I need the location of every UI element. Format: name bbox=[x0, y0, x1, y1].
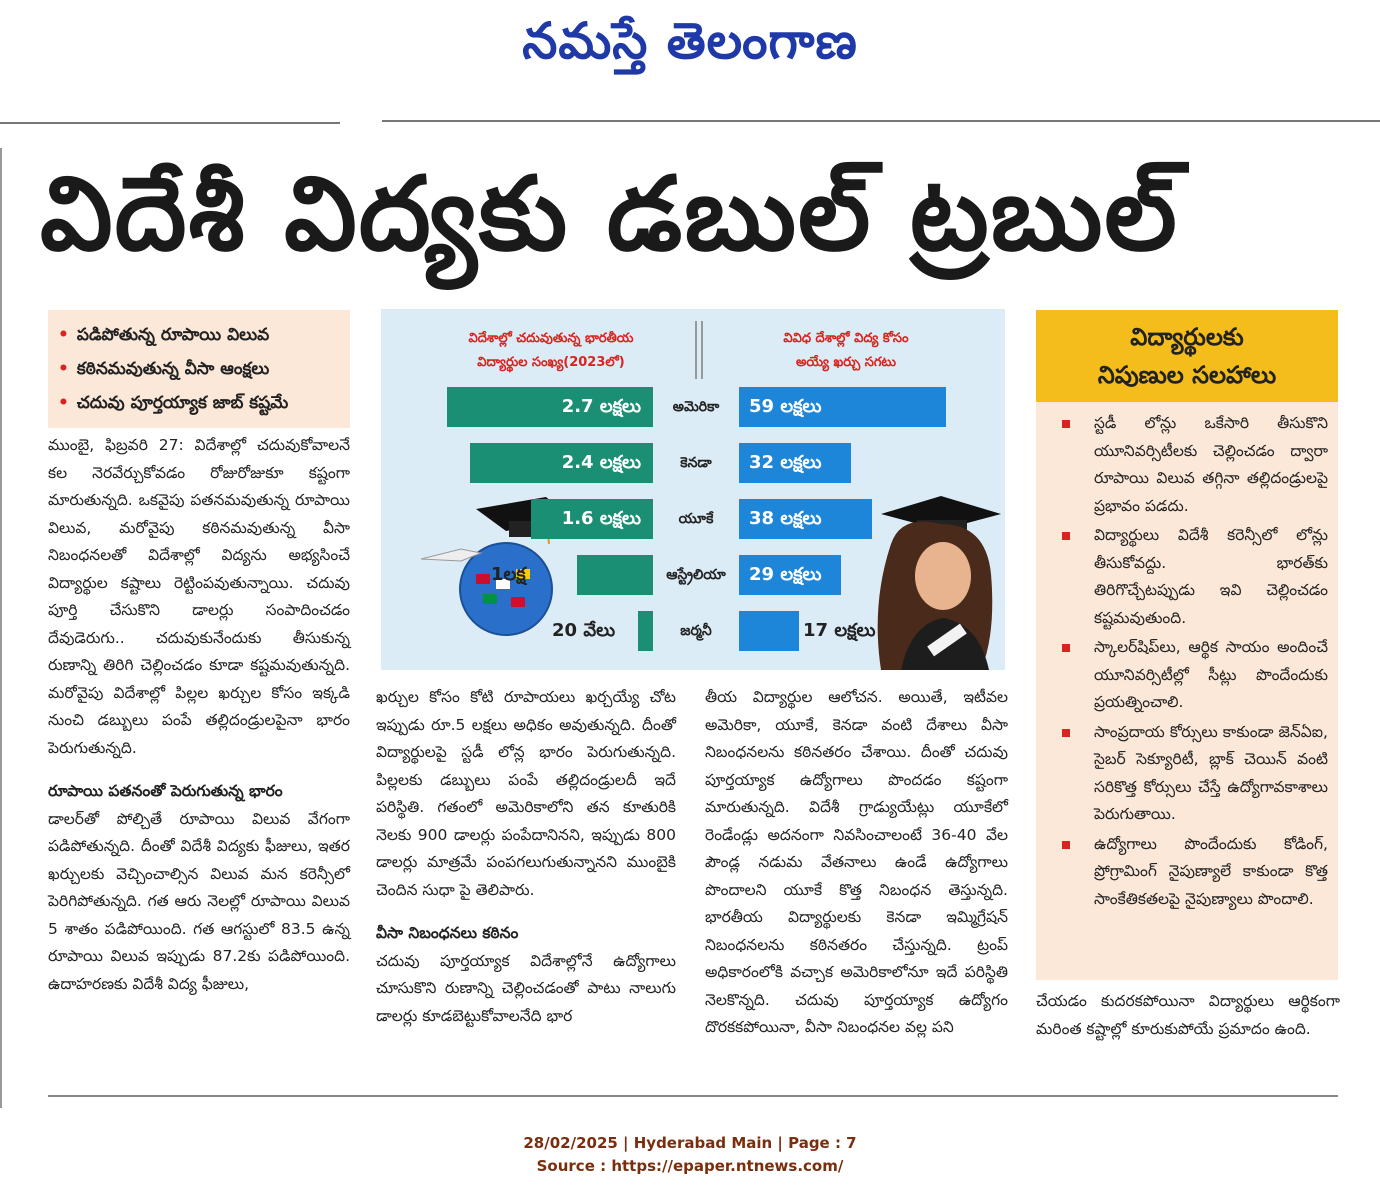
square-bullet-icon bbox=[1062, 729, 1070, 737]
article-column-4 bbox=[1036, 988, 1340, 1043]
graduate-student-photo bbox=[861, 484, 1005, 670]
article-column-1 bbox=[48, 432, 350, 998]
students-value-label: 1లక్ష bbox=[491, 564, 526, 585]
footer-rule bbox=[48, 1095, 1338, 1097]
square-bullet-icon bbox=[1062, 532, 1070, 540]
bullet-dot-icon: • bbox=[58, 359, 69, 379]
paragraph: ఖర్చుల కోసం కోటి రూపాయలు ఖర్చయ్యే చోట ఇప్పుడు రూ.5 లక్షలు అధికం అవుతున్నది. దీంతో విద్యార్థులపై స్టడీ లోన్ల భారం పెరుగుతున్నది. పిల్లలకు డబ్బులు పంపే తల్లిదండ్రులదీ ఇదే పరిస్థితి. గతంలో అమెరికాలోని తన కూతురికి నెలకు 900 డాలర్లు పంపేదానినని, ఇప్పుడు 800 డాలర్లు మాత్రమే పంపగలుగుతున్నానని ముంబైకి చెందిన సుధా పై తెలిపారు. bbox=[376, 688, 676, 899]
square-bullet-icon bbox=[1062, 644, 1070, 652]
bullet-dot-icon: • bbox=[58, 325, 69, 345]
paragraph: డాలర్‌తో పోల్చితే రూపాయి విలువ వేగంగా పడిపోతున్నది. దీంతో విదేశీ విద్యకు ఫీజులు, ఇతర ఖర్చులకు వెచ్చించాల్సిన విలువ మన కరెన్సీలో పెరిగిపోతున్నది. గత ఆరు నెలల్లో రూపాయి విలువ 5 శాతం పడిపోయింది. గత ఆగస్టులో 83.5 ఉన్న రూపాయి విలువ ఇప్పుడు 87.2కు పడిపోయింది. ఉదాహరణకు విదేశీ విద్య ఫీజులు, bbox=[48, 809, 350, 993]
bullet-item: • కఠినమవుతున్న వీసా ఆంక్షలు bbox=[58, 359, 270, 379]
masthead bbox=[0, 0, 1380, 80]
country-label: జర్మనీ bbox=[680, 623, 712, 639]
chart-header-left-line1: విదేశాల్లో చదువుతున్న భారతీయ bbox=[468, 331, 634, 346]
students-bar: 2.4 లక్షలు bbox=[470, 443, 653, 483]
paragraph: చేయడం కుదరకపోయినా విద్యార్థులు ఆర్థికంగా మరింత కష్టాల్లో కూరుకుపోయే ప్రమాదం ఉంది. bbox=[1036, 992, 1340, 1038]
paragraph: తీయ విద్యార్థుల ఆలోచన. అయితే, ఇటీవల అమెరికా, యూకే, కెనడా వంటి దేశాలు వీసా నిబంధనలను కఠినతరం చేశాయి. దీంతో చదువు పూర్తయ్యాక ఉద్యోగాలు పొందడం కష్టంగా మారుతున్నది. విదేశీ గ్రాడ్యుయేట్లు యూకేలో రెండేండ్లు అదనంగా నివసించాలంటే 36-40 వేల పౌండ్ల నడుమ వేతనాలు ఉండే ఉద్యోగాలు పొందాలని యూకే కొత్త నిబంధన తెస్తున్నది. భారతీయ విద్యార్థులకు కెనడా ఇమ్మిగ్రేషన్ నిబంధనలను కఠినతరం చేస్తున్నది. ట్రంప్ అధికారంలోకి వచ్చాక అమెరికాలోనూ ఇదే పరిస్థితి నెలకొన్నది. చదువు పూర్తయ్యాక ఉద్యోగం దొరకకపోయినా, వీసా నిబంధనల వల్ల పని bbox=[705, 688, 1008, 1036]
expert-tips-box bbox=[1036, 310, 1338, 980]
newspaper-logo: నమస్తే తెలంగాణ bbox=[522, 12, 858, 70]
tips-heading-line2: నిపుణుల సలహాలు bbox=[1097, 361, 1277, 389]
tip-item: స్టడీ లోన్లు ఒకేసారి తీసుకొని యూనివర్సిటీలకు చెల్లించడం ద్వారా రూపాయి విలువ తగ్గినా తల్లిదండ్రులపై ప్రభావం పడదు. bbox=[1050, 410, 1328, 520]
article-headline: విదేశీ విద్యకు డబుల్ ట్రబుల్ bbox=[40, 155, 1179, 274]
chart-header-left bbox=[421, 327, 681, 375]
tips-heading bbox=[1036, 310, 1338, 402]
paragraph: చదువు పూర్తయ్యాక విదేశాల్లోనే ఉద్యోగాలు చూసుకొని రుణాన్ని చెల్లించడంతో పాటు నాలుగు డాలర్లు కూడబెట్టుకోవాలనేది భార bbox=[376, 951, 676, 1025]
tip-item: ఉద్యోగాలు పొందేందుకు కోడింగ్, ప్రోగ్రామింగ్ నైపుణ్యాలే కాకుండా కొత్త సాంకేతికతలపై నైపుణ్యాలు పొందాలి. bbox=[1050, 831, 1328, 914]
square-bullet-icon bbox=[1062, 841, 1070, 849]
chart-header-right-line2: అయ్యే ఖర్చు సగటు bbox=[796, 355, 896, 370]
article-column-2 bbox=[376, 684, 676, 1030]
highlight-bullets bbox=[48, 310, 350, 428]
cost-value-label: 17 లక్షలు bbox=[803, 620, 876, 641]
bullet-item: • పడిపోతున్న రూపాయి విలువ bbox=[58, 325, 270, 345]
subheading-visa: వీసా నిబంధనలు కఠినం bbox=[376, 924, 519, 942]
chart-header-right bbox=[711, 327, 981, 375]
subheading-rupee: రూపాయి పతనంతో పెరుగుతున్న భారం bbox=[48, 782, 283, 800]
cost-bar: 29 లక్షలు bbox=[739, 555, 841, 595]
lead-paragraph: ముంబై, ఫిబ్రవరి 27: విదేశాల్లో చదువుకోవాలనే కల నెరవేర్చుకోవడం రోజురోజుకూ కష్టంగా మారుతున్నది. ఒకవైపు పతనమవుతున్న రూపాయి విలువ, మరోవైపు కఠినమవుతున్న వీసా నిబంధనలతో విదేశాల్లో విద్యను అభ్యసించే విద్యార్థుల కష్టాలు రెట్టింపవుతున్నాయి. చదువు పూర్తి చేసుకొని డాలర్లు సంపాదించడం దేవుడెరుగు.. చదువుకునేందుకు తీసుకున్న రుణాన్ని తిరిగి చెల్లించడం కూడా కష్టమవుతున్నది. మరోవైపు విదేశాల్లో పిల్లల ఖర్చుల కోసం ఇక్కడి నుంచి డబ్బులు పంపే తల్లిదండ్రులపైనా భారం పెరుగుతున్నది. bbox=[48, 436, 350, 757]
bullet-item: • చదువు పూర్తయ్యాక జాబ్ కష్టమే bbox=[58, 393, 289, 413]
cost-bar bbox=[739, 611, 799, 651]
header-rule-right bbox=[382, 120, 1380, 122]
country-label: అమెరికా bbox=[672, 399, 720, 415]
country-label: యూకే bbox=[678, 511, 714, 527]
students-bar bbox=[577, 555, 653, 595]
tip-item: స్కాలర్‌షిప్‌లు, ఆర్థిక సాయం అందించే యూనివర్సిటీల్లో సీట్లు పొందేందుకు ప్రయత్నించాలి. bbox=[1050, 634, 1328, 717]
country-label: ఆస్ట్రేలియా bbox=[666, 567, 726, 583]
article-column-3 bbox=[705, 684, 1008, 1042]
tip-item: విద్యార్థులు విదేశీ కరెన్సీలో లోన్లు తీసుకోవద్దు. భారత్‌కు తిరిగొచ్చేటప్పుడు ఇవి చెల్లించడం కష్టమవుతుంది. bbox=[1050, 522, 1328, 632]
cost-bar: 59 లక్షలు bbox=[739, 387, 946, 427]
students-bar: 2.7 లక్షలు bbox=[447, 387, 653, 427]
bullet-dot-icon: • bbox=[58, 393, 69, 413]
infographic-chart bbox=[381, 309, 1005, 670]
cost-bar: 38 లక్షలు bbox=[739, 499, 872, 539]
chart-header-left-line2: విద్యార్థుల సంఖ్య(2023లో) bbox=[477, 355, 625, 370]
chart-header-divider bbox=[695, 321, 703, 379]
students-value-label: 20 వేలు bbox=[552, 620, 616, 641]
cost-bar: 32 లక్షలు bbox=[739, 443, 851, 483]
footer-source: Source : https://epaper.ntnews.com/ bbox=[536, 1157, 844, 1175]
tips-list bbox=[1050, 410, 1328, 915]
tip-item: సాంప్రదాయ కోర్సులు కాకుండా జెన్‌ఏఐ, సైబర్ సెక్యూరిటీ, బ్లాక్ చెయిన్ వంటి సరికొత్త కోర్సులు చేస్తే ఉద్యోగావకాశాలు పెరుగుతాయి. bbox=[1050, 719, 1328, 829]
country-label: కెనడా bbox=[680, 455, 712, 471]
students-bar: 1.6 లక్షలు bbox=[531, 499, 653, 539]
footer-date-edition: 28/02/2025 | Hyderabad Main | Page : 7 bbox=[523, 1134, 857, 1152]
page-edge-rule bbox=[0, 148, 2, 1108]
square-bullet-icon bbox=[1062, 420, 1070, 428]
header-rule-left bbox=[0, 122, 340, 124]
chart-header-right-line1: వివిధ దేశాల్లో విద్య కోసం bbox=[783, 331, 909, 346]
tips-heading-line1: విద్యార్థులకు bbox=[1130, 323, 1244, 351]
